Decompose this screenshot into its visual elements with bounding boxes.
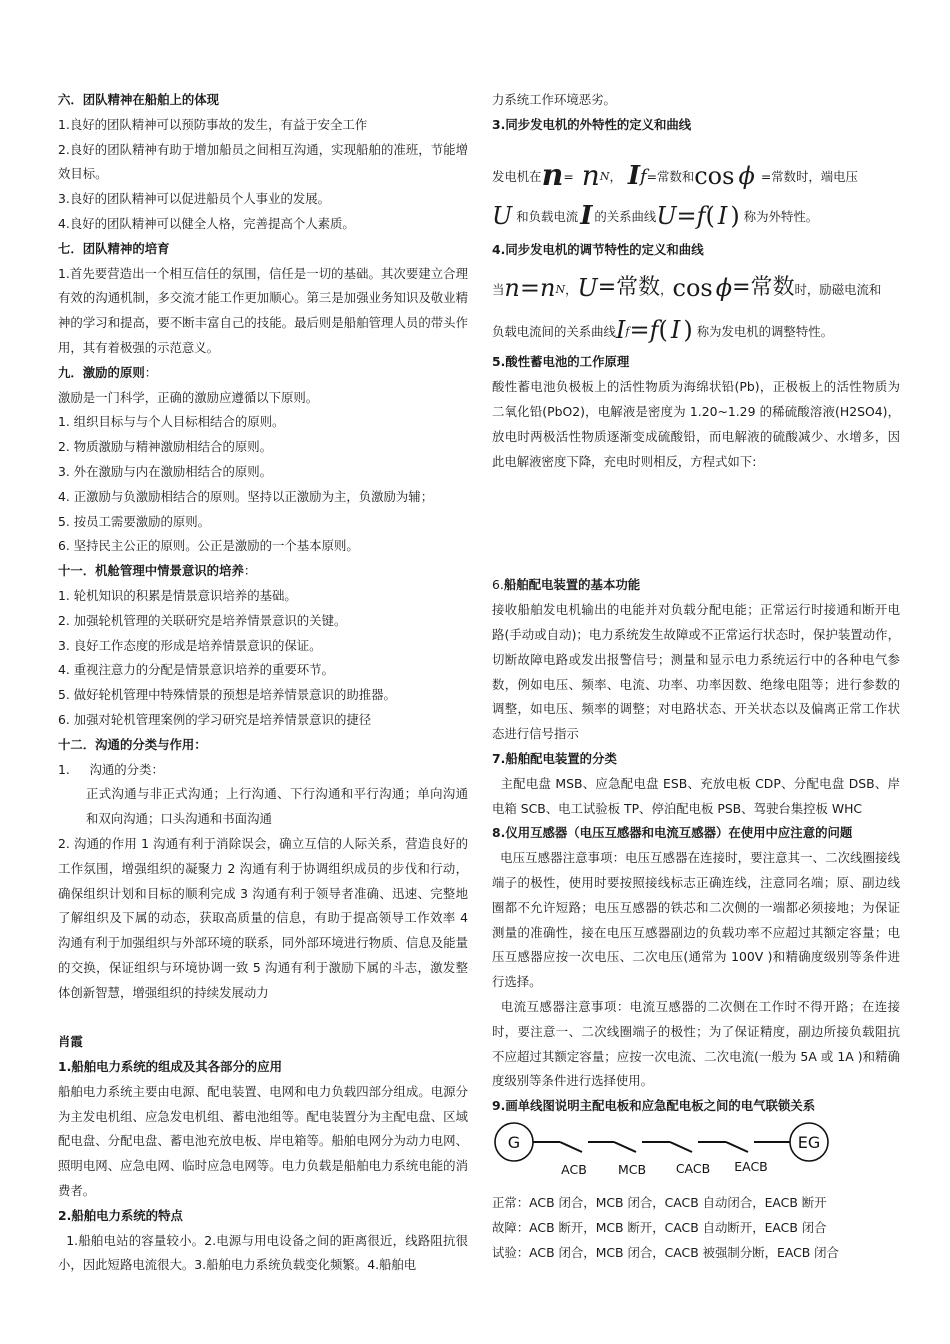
paragraph: 5. 做好轮机管理中特殊情景的预想是培养情景意识的助推器。 xyxy=(58,687,396,703)
section-4-title: 4.同步发电机的调节特性的定义和曲线 xyxy=(492,241,704,257)
section-7-text: 主配电盘 MSB、应急配电盘 ESB、充放电板 CDP、分配电盘 DSB、岸电箱 SCB、电工试验板 TP、停泊配电板 PSB、驾驶台集控板 WHC xyxy=(492,775,900,816)
paragraph: 1.船舶电站的容量较小。2.电源与用电设备之间的距离很近，线路阻抗很小，因此短路电流很大。3.船舶电力系统负载变化频繁。4.船舶电 xyxy=(58,1232,468,1273)
paragraph: 2.良好的团队精神有助于增加船员之间相互沟通，实现船舶的准班，节能增效目标。 xyxy=(58,141,468,182)
switch-cacb xyxy=(670,1142,692,1152)
section-6-text: 接收船舶发电机输出的电能并对负载分配电能；正常运行时接通和断开电路(手动或自动)；电力系统发生故障或不正常运行状态时，保护装置动作，切断故障电路或发出报警信号；测量和显示电力系统运行中的各种电气参数，例如电压、频率、电流、功率、功率因数、绝缘电阻等；进行参数的调整，如电压、频率的调整；对电路状态、开关状态以及偏离正常工作状态进行信号指示 xyxy=(492,602,900,742)
paragraph: 3. 外在激励与内在激励相结合的原则。 xyxy=(58,463,273,479)
switch-mcb xyxy=(614,1142,636,1152)
switch-label-mcb: MCB xyxy=(617,1161,647,1177)
equation-blank-area xyxy=(492,474,900,573)
section-heading: 肖霞 xyxy=(58,1034,83,1050)
section-7-title: 7.船舶配电装置的分类 xyxy=(492,750,617,766)
paragraph: 3.良好的团队精神可以促进船员个人事业的发展。 xyxy=(58,191,331,207)
section-9-title: 9.画单线图说明主配电板和应急配电板之间的电气联锁关系 xyxy=(492,1098,816,1114)
state-fault: 故障：ACB 断开，MCB 断开，CACB 自动断开，EACB 闭合 xyxy=(492,1219,827,1235)
paragraph: 4. 重视注意力的分配是情景意识培养的重要环节。 xyxy=(58,662,334,678)
left-column xyxy=(58,88,472,1278)
section-6-title: 6.船舶配电装置的基本功能 xyxy=(492,577,641,593)
section-3-title: 3.同步发电机的外特性的定义和曲线 xyxy=(492,116,692,132)
paragraph: 6. 坚持民主公正的原则。公正是激励的一个基本原则。 xyxy=(58,538,359,554)
switch-eacb xyxy=(726,1142,748,1152)
spacer xyxy=(58,1005,468,1030)
section-8-title: 8.仪用互感器（电压互感器和电流互感器）在使用中应注意的问题 xyxy=(492,825,853,841)
paragraph: 船舶电力系统主要由电源、配电装置、电网和电力负载四部分组成。电源分为主发电机组、应急发电机组、蓄电池组等。配电装置分为主配电盘、区域配电盘、分配电盘、蓄电池充放电板、岸电箱等。船舶电网分为动力电网、照明电网、应急电网、临时应急电网等。电力负载是船舶电力系统电能的消费者。 xyxy=(58,1083,468,1199)
generator-label: G xyxy=(507,1132,521,1152)
paragraph: 3. 良好工作态度的形成是培养情景意识的保证。 xyxy=(58,637,322,653)
state-normal: 正常：ACB 闭合，MCB 闭合，CACB 自动闭合，EACB 断开 xyxy=(492,1194,827,1210)
formula-regulation-characteristic: 当 n = n N ， U =常数 ， cos ϕ =常数 时，励磁电流和 xyxy=(492,274,882,303)
paragraph: 2. 加强轮机管理的关联研究是培养情景意识的关键。 xyxy=(58,612,347,628)
section-heading: 九．激励的原则： xyxy=(58,364,158,380)
paragraph: 2. 物质激励与精神激励相结合的原则。 xyxy=(58,439,273,455)
section-heading: 六．团队精神在船舶上的体现 xyxy=(58,92,220,107)
section-8-current-text: 电流互感器注意事项：电流互感器的二次侧在工作时不得开路；在连接时，要注意一、二次线圈端子的极性；为了保证精度，副边所接负载阻抗不应超过其额定容量；应按一次电流、二次电流(一般为 5A 或 1A )和精确度级别等条件进行选择使用。 xyxy=(492,998,900,1089)
formula-external-characteristic: 发电机在 n = n N ， I f =常数和 cos ϕ =常数时，端电压 xyxy=(492,157,858,193)
formula-external-characteristic-line2: U 和负载电流 I 的关系曲线 U = f ( I ) 称为外特性。 xyxy=(492,200,819,231)
paragraph: 6. 加强对轮机管理案例的学习研究是培养情景意识的捷径 xyxy=(58,711,372,727)
section-8-voltage-text: 电压互感器注意事项：电压互感器在连接时，要注意其一、二次线圈接线端子的极性，使用时要按照接线标志正确连线，注意同名端；原、副边线圈都不允许短路；电压互感器的铁芯和二次侧的一端都必须接地；为保证测量的准确性，接在电压互感器副边的负载功率不应超过其额定容量；电压互感器应按一次电压、二次电压(通常为 100V )和精确度级别等条件进行选择。 xyxy=(492,850,900,990)
paragraph: 1. 组织目标与与个人目标相结合的原则。 xyxy=(58,414,285,430)
continued-text: 力系统工作环境恶劣。 xyxy=(492,92,616,107)
section-5-title: 5.酸性蓄电池的工作原理 xyxy=(492,354,630,370)
paragraph: 1.良好的团队精神可以预防事故的发生，有益于安全工作 xyxy=(58,116,368,132)
section-heading: 2.船舶电力系统的特点 xyxy=(58,1207,183,1223)
section-heading: 十一．机舱管理中情景意识的培养： xyxy=(58,563,257,579)
formula-regulation-line2: 负载电流间的关系曲线 I f = f ( I ) 称为发电机的调整特性。 xyxy=(492,316,833,345)
section-heading: 十二．沟通的分类与作用： xyxy=(58,736,207,752)
paragraph: 5. 按员工需要激励的原则。 xyxy=(58,513,211,529)
section-heading: 七．团队精神的培育 xyxy=(58,240,170,256)
paragraph: 2. 沟通的作用 1 沟通有利于消除误会，确立互信的人际关系，营造良好的工作氛围，增强组织的凝聚力 2 沟通有利于协调组织成员的步伐和行动，确保组织计划和目标的顺利完成 3 沟通有利于领导者准确、迅速、完整地了解组织及下属的动态，获取高质量的信息，有助于提高领导工作效率 4 沟通有利于加强组织与外部环境的联系，同外部环境进行物质、信息及能量的交换，保证组织与环境协调一致 5 沟通有利于激励下属的斗志，激发整体创新智慧，增强组织的持续发展动力 xyxy=(58,835,472,1000)
switch-label-cacb: CACB xyxy=(675,1160,711,1176)
paragraph: 1. 轮机知识的积累是情景意识培养的基础。 xyxy=(58,587,297,603)
state-test: 试验：ACB 闭合，MCB 闭合，CACB 被强制分断，EACB 闭合 xyxy=(492,1244,839,1260)
switch-acb xyxy=(560,1142,582,1152)
emergency-generator-label: EG xyxy=(797,1132,821,1152)
paragraph: 4.良好的团队精神可以健全人格，完善提高个人素质。 xyxy=(58,215,355,231)
paragraph: 1.首先要营造出一个相互信任的氛围，信任是一切的基础。其次要建立合理有效的沟通机制，多交流才能工作更加顺心。第三是加强业务知识及敬业精神的学习和提高，要不断丰富自己的技能。最后则是船舶管理人员的带头作用，其有着极强的示范意义。 xyxy=(58,265,468,355)
paragraph: 1. 沟通的分类： xyxy=(58,761,164,777)
paragraph: 4. 正激励与负激励相结合的原则。坚持以正激励为主，负激励为辅； xyxy=(58,488,434,504)
paragraph: 激励是一门科学，正确的激励应遵循以下原则。 xyxy=(58,389,319,405)
single-line-diagram-svg xyxy=(492,1119,900,1191)
right-column xyxy=(492,88,900,1265)
section-heading: 1.船舶电力系统的组成及其各部分的应用 xyxy=(58,1059,282,1075)
interlock-single-line-diagram xyxy=(492,1119,900,1191)
section-5-text: 酸性蓄电池负极板上的活性物质为海绵状铅(Pb)，正极板上的活性物质为二氧化铅(PbO2)，电解液是密度为 1.20~1.29 的稀硫酸溶液(H2SO4)，放电时两极活性物质逐渐变成硫酸铅，而电解液的硫酸减少、水增多，因此电解液密度下降，充电时则相反，方程式如下: xyxy=(492,379,900,469)
switch-label-eacb: EACB xyxy=(734,1158,768,1174)
indented-paragraph: 正式沟通与非正式沟通；上行沟通、下行沟通和平行沟通；单向沟通和双向沟通；口头沟通和书面沟通 xyxy=(86,786,468,827)
switch-label-acb: ACB xyxy=(561,1161,587,1177)
